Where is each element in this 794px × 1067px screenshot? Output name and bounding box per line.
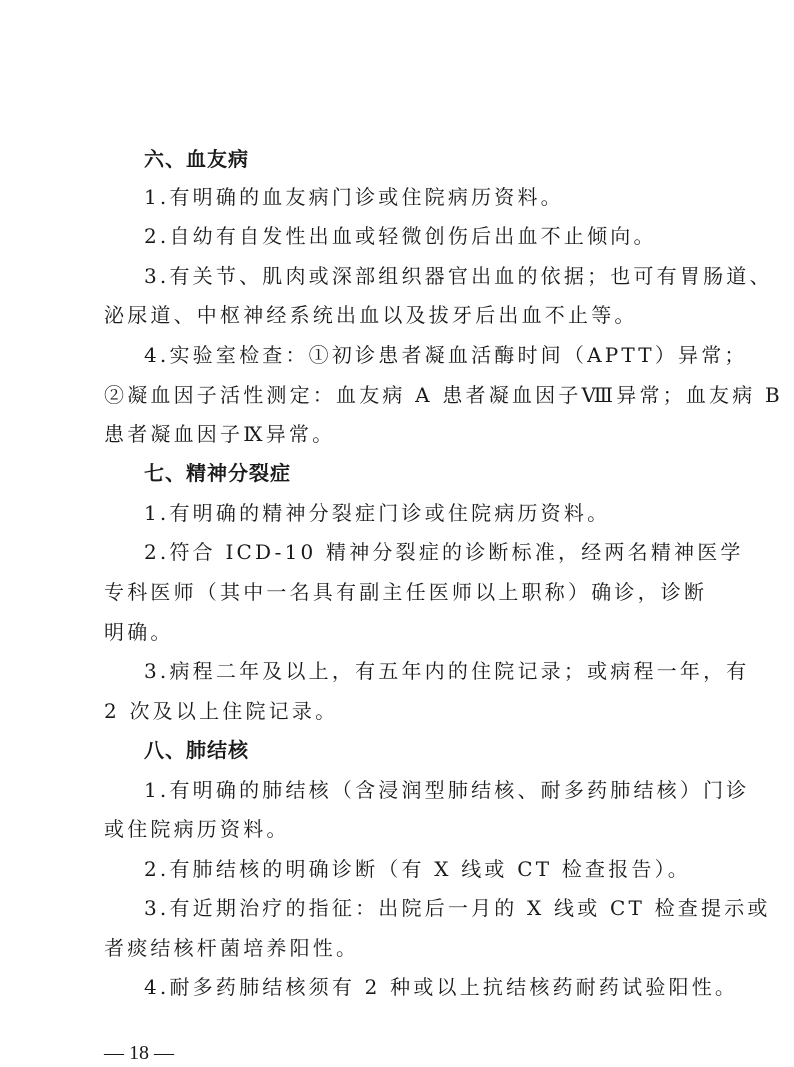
paragraph-line: 3.有近期治疗的指征：出院后一月的 X 线或 CT 检查提示或 (144, 896, 771, 920)
section-heading-schizophrenia: 七、精神分裂症 (144, 461, 291, 485)
paragraph-line: 2.有肺结核的明确诊断（有 X 线或 CT 检查报告）。 (144, 857, 691, 881)
paragraph-line: 1.有明确的血友病门诊或住院病历资料。 (144, 185, 564, 209)
paragraph-line: 明确。 (104, 620, 174, 644)
paragraph-line: 2 次及以上住院记录。 (104, 699, 339, 723)
paragraph-line: 者痰结核杆菌培养阳性。 (104, 936, 360, 960)
section-heading-hemophilia: 六、血友病 (144, 147, 249, 171)
section-heading-tuberculosis: 八、肺结核 (144, 738, 249, 762)
paragraph-line: 2.自幼有自发性出血或轻微创伤后出血不止倾向。 (144, 224, 657, 248)
paragraph-line: 3.病程二年及以上，有五年内的住院记录；或病程一年，有 (144, 659, 750, 683)
paragraph-line: 或住院病历资料。 (104, 817, 290, 841)
paragraph-line: 1.有明确的肺结核（含浸润型肺结核、耐多药肺结核）门诊 (144, 778, 750, 802)
paragraph-line: 患者凝血因子Ⅸ异常。 (104, 422, 336, 446)
paragraph-line: 专科医师（其中一名具有副主任医师以上职称）确诊，诊断 (104, 580, 708, 604)
paragraph-line: 4.耐多药肺结核须有 2 种或以上抗结核药耐药试验阳性。 (144, 975, 739, 999)
page-number: — 18 — (104, 1042, 174, 1064)
paragraph-line: 1.有明确的精神分裂症门诊或住院病历资料。 (144, 501, 611, 525)
paragraph-line: 泌尿道、中枢神经系统出血以及拔牙后出血不止等。 (104, 303, 638, 327)
paragraph-line: 3.有关节、肌肉或深部组织器官出血的依据；也可有胃肠道、 (144, 264, 773, 288)
paragraph-line: ②凝血因子活性测定：血友病 A 患者凝血因子Ⅷ异常；血友病 B (104, 383, 783, 407)
paragraph-line: 2.符合 ICD-10 精神分裂症的诊断标准，经两名精神医学 (144, 540, 744, 564)
paragraph-line: 4.实验室检查：①初诊患者凝血活酶时间（APTT）异常； (144, 343, 748, 367)
